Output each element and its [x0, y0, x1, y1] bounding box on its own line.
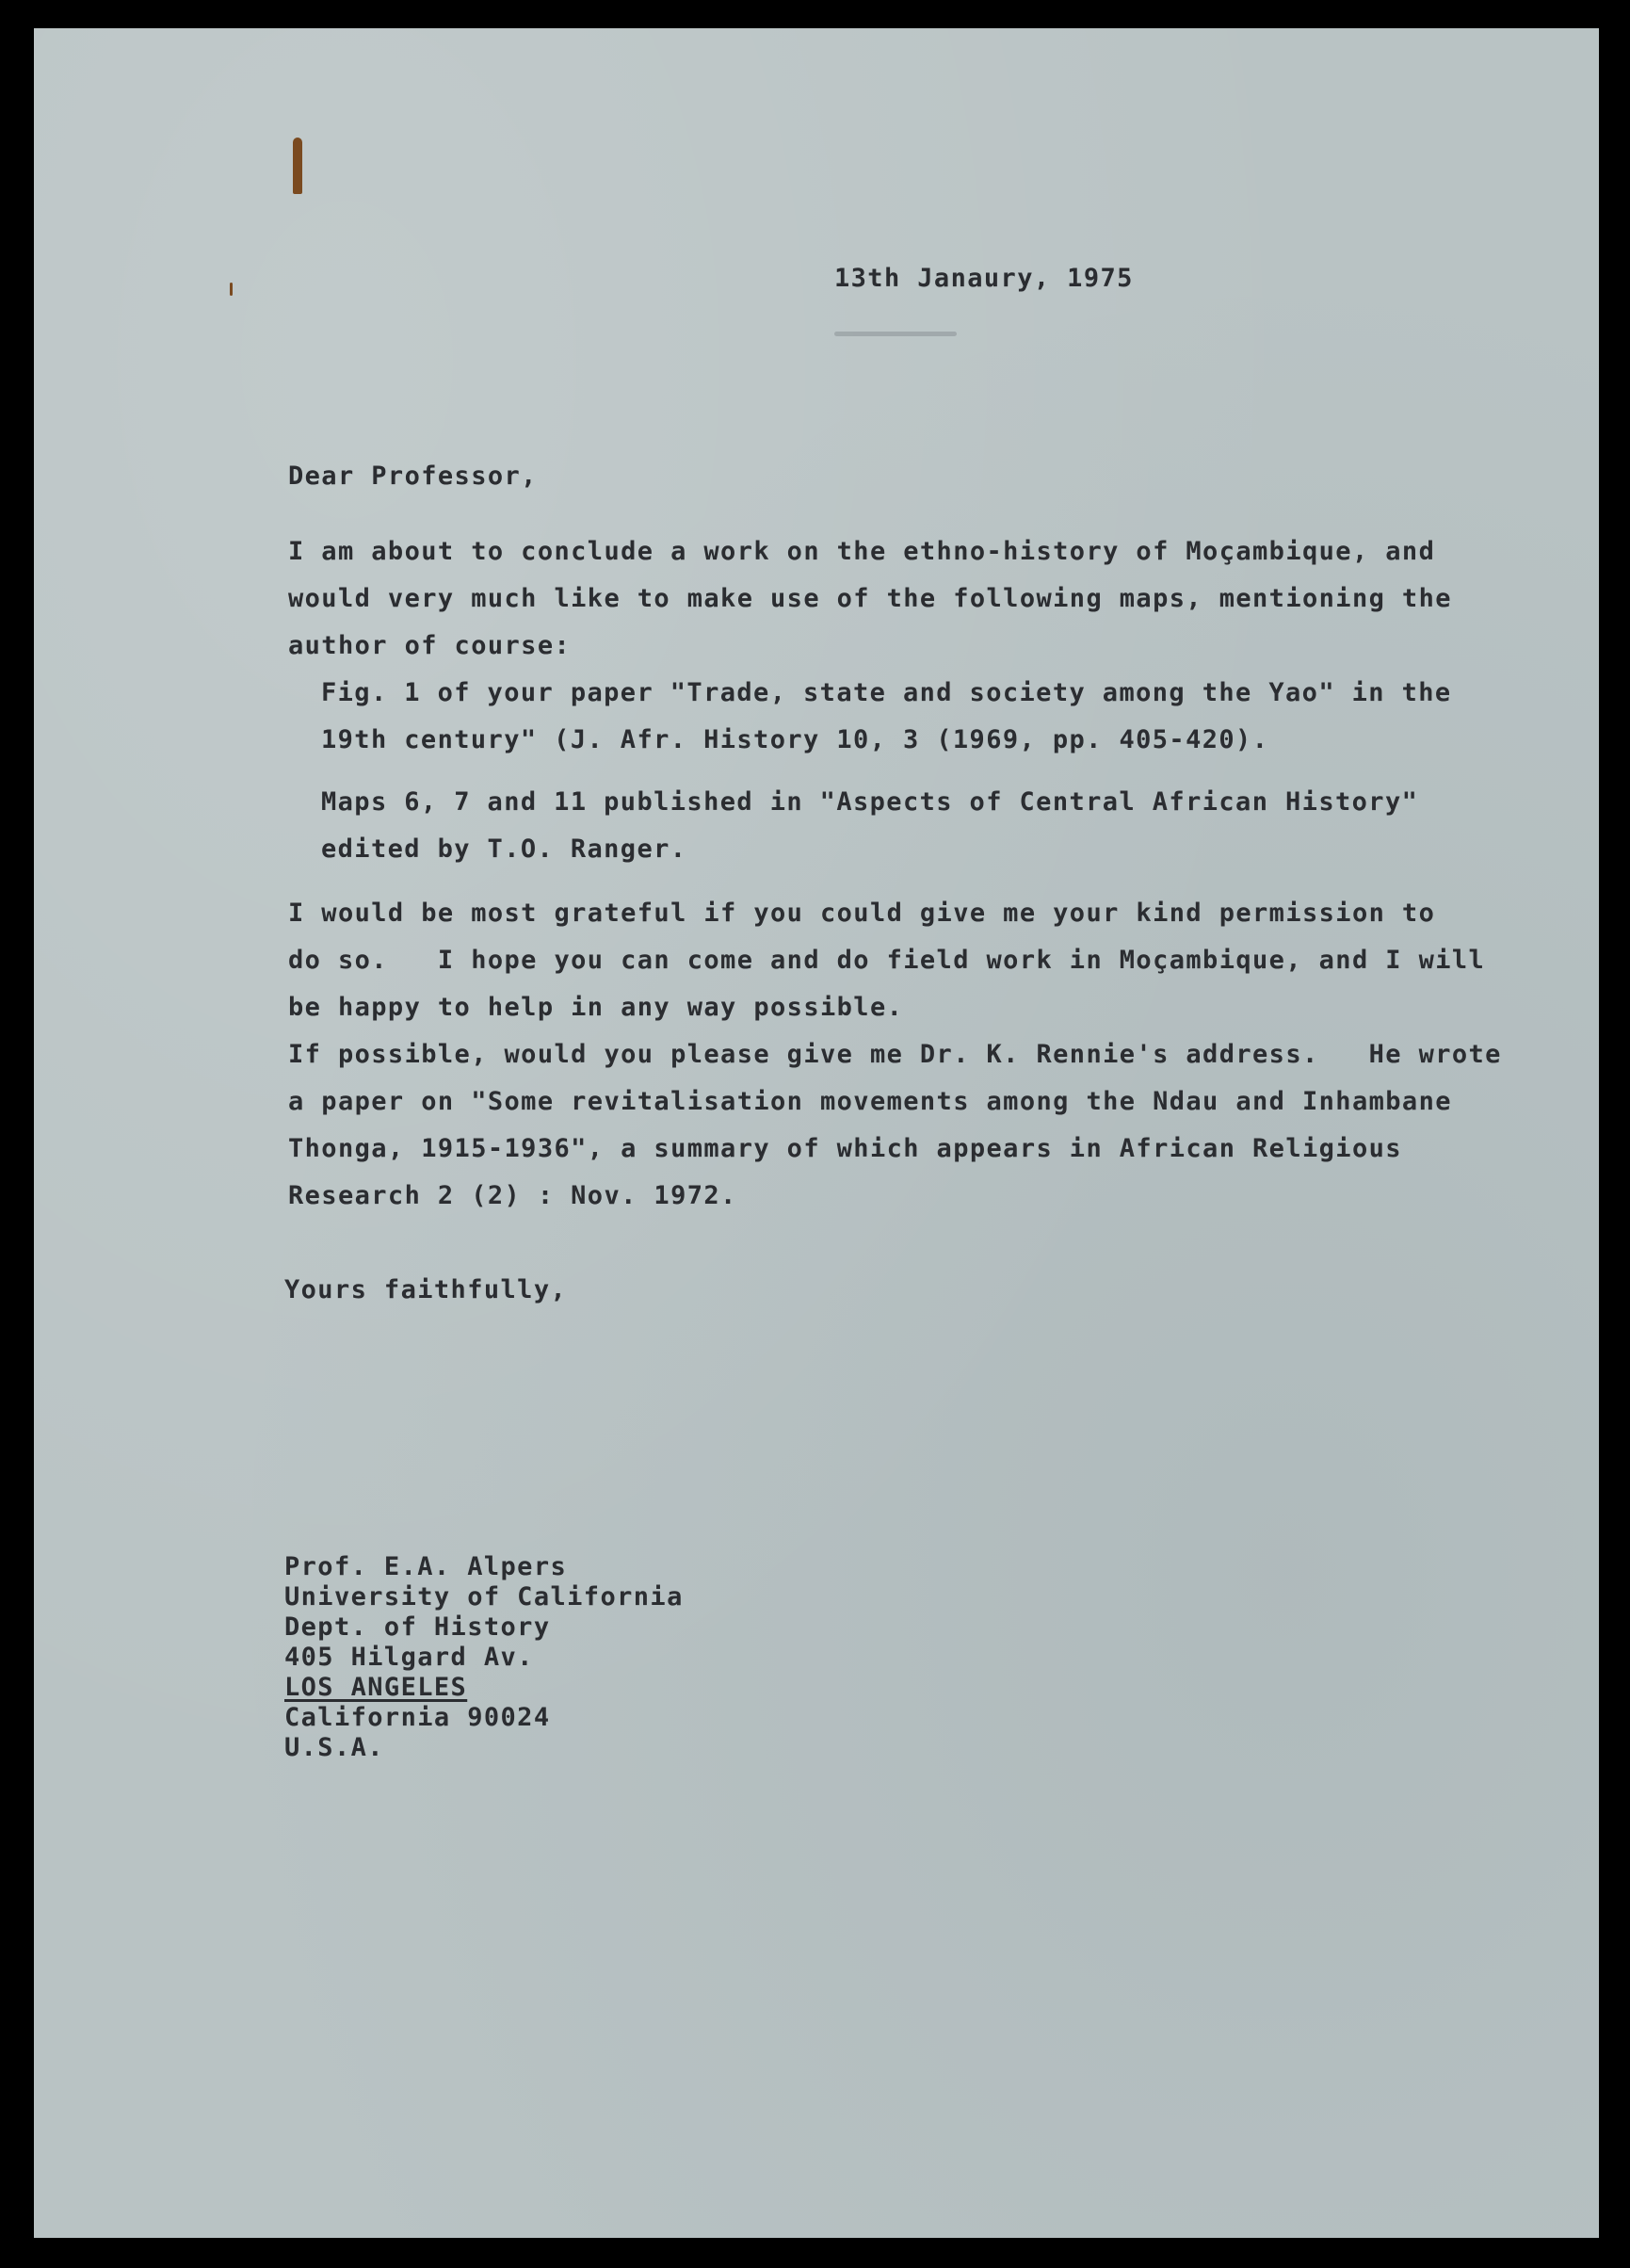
ref2-line1: Maps 6, 7 and 11 published in "Aspects of Central African History": [321, 787, 1419, 817]
address-city: LOS ANGELES: [284, 1673, 468, 1702]
smudge-mark: [834, 332, 957, 336]
ref2-line2: edited by T.O. Ranger.: [321, 834, 687, 864]
ref1-line1: Fig. 1 of your paper "Trade, state and society among the Yao" in the: [321, 678, 1452, 707]
para2-line1: I would be most grateful if you could give me your kind permission to: [288, 899, 1436, 928]
letter-sheet: [34, 28, 1599, 2238]
ref1-line2: 19th century" (J. Afr. History 10, 3 (1969, pp. 405-420).: [321, 725, 1269, 754]
address-name: Prof. E.A. Alpers: [284, 1552, 568, 1581]
closing: Yours faithfully,: [284, 1275, 568, 1304]
para1-line2: would very much like to make use of the following maps, mentioning the: [288, 584, 1452, 613]
para3-line2: a paper on "Some revitalisation movements among the Ndau and Inhambane: [288, 1087, 1452, 1116]
para1-line1: I am about to conclude a work on the ethno-history of Moçambique, and: [288, 537, 1436, 566]
address-country: U.S.A.: [284, 1733, 384, 1762]
address-institution: University of California: [284, 1582, 684, 1612]
para3-line4: Research 2 (2) : Nov. 1972.: [288, 1181, 737, 1210]
para2-line3: be happy to help in any way possible.: [288, 993, 904, 1022]
address-department: Dept. of History: [284, 1612, 551, 1642]
address-street: 405 Hilgard Av.: [284, 1643, 534, 1672]
para1-line3: author of course:: [288, 631, 572, 660]
para2-line2: do so. I hope you can come and do field work in Moçambique, and I will: [288, 946, 1486, 975]
address-state-zip: California 90024: [284, 1703, 551, 1732]
ink-mark: [293, 138, 302, 194]
salutation: Dear Professor,: [288, 462, 538, 491]
para3-line3: Thonga, 1915-1936", a summary of which appears in African Religious: [288, 1134, 1402, 1163]
pencil-tick: [230, 283, 233, 296]
para3-line1: If possible, would you please give me Dr. K. Rennie's address. He wrote: [288, 1040, 1502, 1069]
letter-date: 13th Janaury, 1975: [834, 264, 1134, 293]
